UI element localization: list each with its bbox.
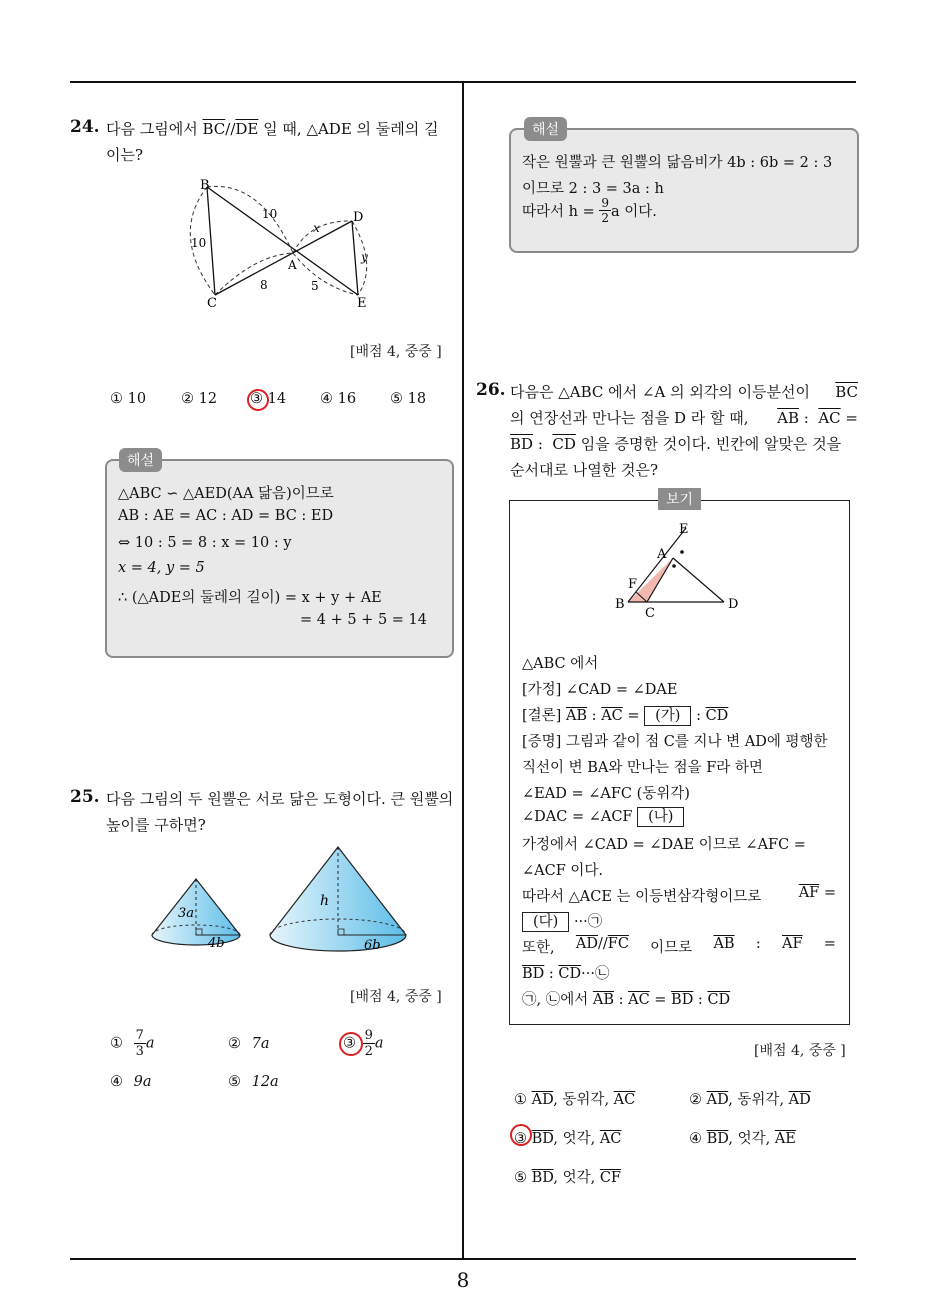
q26-number: 26. (476, 380, 506, 400)
blank-na: (나) (637, 807, 684, 827)
q26-proof-3-pre: [결론] (522, 708, 562, 724)
q26-proof-13: $\overline{BD}$ : $\overline{CD}\cdot\cdot\cdot㉡$ (522, 966, 610, 982)
q26-label-c: C (645, 606, 655, 621)
q26-proof-9: ∠ACF 이다. (522, 863, 604, 879)
q24-line-be (207, 187, 358, 295)
q24-text-2: 이는? (106, 146, 144, 164)
q26-proof-12-pre: 또한, (522, 940, 555, 956)
big-cone-radius-label: 6b (364, 938, 381, 953)
q26-choice-3-b: 엇각 (562, 1131, 591, 1147)
q26-label-e: E (679, 522, 689, 537)
q26-choice-1-num: ① (514, 1092, 527, 1108)
q25-choice-2-num: ② (228, 1036, 241, 1052)
q26-proof-11-post: ···㉠ (573, 914, 603, 930)
q26-proof-3: [결론] $\overline{AB}$ : $\overline{AC}$ = (가) : $\overline{CD}$ (522, 708, 729, 724)
q26-proof-12: 또한, $\overline{AD}//\overline{FC}$ 이므로 $\overline{AB}$ : $\overline{AF}$ = (522, 936, 836, 956)
q25-choice-4-num: ④ (110, 1074, 123, 1090)
q25-choice-1-denominator: 3 (135, 1044, 144, 1059)
q25-choice-5-value: 12a (251, 1074, 279, 1090)
q25-text-2: 높이를 구하면? (106, 816, 206, 834)
q25-answer-mark (339, 1032, 363, 1056)
q24-text-1b: 일 때, △ADE 의 둘레의 길 (263, 120, 439, 138)
small-cone-radius-label: 4b (208, 936, 225, 951)
q26-proof-10-text: 따라서 △ACE 는 이등변삼각형이므로 (522, 889, 762, 905)
q26-choice-5-a: $\overline{BD}$ (531, 1170, 554, 1186)
q26-seg-bc: $\overline{BC}$ (835, 383, 858, 401)
q24-line-de (352, 221, 358, 295)
q24-label-b: B (200, 178, 210, 193)
q26-choice-3-a: $\overline{BD}$ (531, 1131, 554, 1147)
q26-choice-2-a: $\overline{AD}$ (706, 1092, 729, 1108)
q24-sol-line-3: ⇔ 10 : 5 = 8 : x = 10 : y (118, 535, 292, 551)
q26-choice-1-b: 동위각 (562, 1092, 605, 1108)
q24-label-bc: 10 (191, 236, 207, 250)
q24-sol-line-1: △ABC ∽ △AED(AA 닮음)이므로 (118, 486, 334, 502)
q24-solution-tag: 해설 (119, 448, 162, 472)
q24-choice-4[interactable]: ④ 16 (320, 391, 357, 407)
q26-choice-3[interactable]: ③ $\overline{BD}$, 엇각, $\overline{AC}$ (514, 1131, 622, 1147)
q25-choice-4-value: 9a (133, 1074, 152, 1090)
q26-choice-4-b: 엇각 (737, 1131, 766, 1147)
q26-text-3: 임을 증명한 것이다. 빈칸에 알맞은 것을 (580, 435, 842, 453)
q25-sol-denominator: 2 (601, 211, 609, 225)
q26-choice-4[interactable]: ④ $\overline{BD}$, 엇각, $\overline{AE}$ (689, 1131, 796, 1147)
small-cone-height-label: 3a (178, 906, 195, 921)
q26-score: [배점 4, 중중 ] (754, 1043, 846, 1059)
q26-text-2: 의 연장선과 만나는 점을 D 라 할 때, (510, 409, 749, 427)
q26-choice-2-b: 동위각 (737, 1092, 780, 1108)
q26-choice-5-c: $\overline{CF}$ (599, 1170, 621, 1186)
q26-line-ad (673, 558, 724, 602)
q24-label-y: y (361, 250, 368, 264)
q25-choice-1[interactable] (110, 1028, 155, 1059)
q26-proof-6: ∠EAD = ∠AFC (동위각) (522, 786, 690, 802)
q26-choice-5-b: 엇각 (562, 1170, 591, 1186)
q25-choice-3-numerator: 9 (364, 1028, 373, 1043)
q24-choice-5[interactable]: ⑤ 18 (390, 391, 427, 407)
q25-choice-1-num: ① (110, 1035, 123, 1052)
q25-choice-5[interactable] (228, 1074, 279, 1090)
q26-label-f: F (628, 577, 638, 592)
q24-label-x: x (313, 221, 320, 235)
q25-sol-line-2: 이므로 2 : 3 = 3a : h (522, 181, 664, 197)
q25-choice-3-denominator: 2 (364, 1044, 373, 1059)
bottom-rule (70, 1258, 856, 1260)
q24-text-1: 다음 그림에서 (106, 120, 198, 138)
q25-sol-line-3-pre: 따라서 h = (522, 204, 595, 220)
q24-choice-1[interactable]: ① 10 (110, 391, 147, 407)
q26-label-a: A (657, 547, 667, 562)
q24-seg-bc: $\overline{BC}$ (202, 120, 226, 138)
q26-proof-2: [가정] ∠CAD = ∠DAE (522, 682, 678, 698)
q24-figure (180, 175, 380, 315)
q26-answer-mark (510, 1124, 532, 1146)
q24-choice-3[interactable]: ③ 14 (250, 391, 287, 407)
q26-choice-2[interactable]: ② $\overline{AD}$, 동위각, $\overline{AD}$ (689, 1092, 811, 1108)
q26-question: 다음은 △ABC 에서 ∠A 의 외각의 이등분선이 $\overline{BC}$ 의 연장선과 만나는 점을 D 라 할 때, $\overline{AB}$ : $\overline{AC}$ = $\overline{BD}$ : $\overline{CD}$ 임을 증명한 것이다. 빈칸에 알맞은 것을 순서대로 나열한 것은? (510, 379, 858, 483)
q24-label-c: C (207, 296, 217, 311)
q26-choice-5-num: ⑤ (514, 1170, 527, 1186)
q26-proof-13-post: ···㉡ (581, 966, 610, 982)
q26-angle-dot-1 (680, 550, 684, 554)
q25-choice-1-numerator: 7 (135, 1028, 144, 1043)
page-number: 8 (456, 1268, 470, 1292)
q26-choice-5[interactable]: ⑤ $\overline{BD}$, 엇각, $\overline{CF}$ (514, 1170, 621, 1186)
q26-bogi-tag: 보기 (658, 488, 701, 510)
q25-sol-numerator: 9 (601, 196, 609, 210)
q26-proof-14-pre: ㉠, ㉡에서 (522, 992, 589, 1008)
q24-sol-line-5: ∴ (△ADE의 둘레의 길이) = x + y + AE (118, 590, 382, 606)
q25-text-1: 다음 그림의 두 원뿔은 서로 닮은 도형이다. 큰 원뿔의 (106, 790, 454, 808)
q26-choice-2-num: ② (689, 1092, 702, 1108)
q24-label-ab: 10 (262, 207, 278, 221)
q24-score: [배점 4, 중중 ] (350, 344, 442, 360)
blank-da: (다) (522, 912, 569, 932)
q26-proof-7-text: ∠DAC = ∠ACF (522, 809, 633, 825)
q25-number: 25. (70, 787, 100, 807)
q26-text-4: 순서대로 나열한 것은? (510, 461, 658, 479)
q26-proof-5: 직선이 변 BA와 만나는 점을 F라 하면 (522, 760, 763, 776)
q26-proof-7 (522, 807, 684, 827)
q26-choice-3-c: $\overline{AC}$ (599, 1131, 622, 1147)
q25-choice-3-var: a (374, 1035, 384, 1052)
q25-question (106, 786, 456, 838)
q24-sol-line-4: x = 4, y = 5 (118, 560, 205, 576)
q24-label-ac: 8 (260, 278, 268, 292)
q25-choice-2[interactable] (228, 1036, 269, 1052)
q26-proof-1: △ABC 에서 (522, 656, 599, 672)
q24-line-bc (207, 187, 215, 295)
q26-choice-2-c: $\overline{AD}$ (788, 1092, 811, 1108)
q24-number: 24. (70, 117, 100, 137)
q24-seg-de: $\overline{DE}$ (235, 120, 259, 138)
q26-choice-4-num: ④ (689, 1131, 702, 1147)
q24-answer-mark (247, 389, 269, 411)
q26-choice-1[interactable]: ① $\overline{AD}$, 동위각, $\overline{AC}$ (514, 1092, 636, 1108)
q24-label-e: E (357, 296, 367, 311)
q25-choice-1-var: a (145, 1035, 155, 1052)
q26-proof-14: ㉠, ㉡에서 $\overline{AB}$ : $\overline{AC} = \overline{BD}$ : $\overline{CD}$ (522, 992, 731, 1008)
blank-ga: (가) (644, 706, 691, 726)
q26-choice-3-num: ③ (514, 1131, 527, 1147)
q25-choice-4[interactable] (110, 1074, 151, 1090)
q26-angle-dot-2 (672, 564, 676, 568)
q26-proof-8: 가정에서 ∠CAD = ∠DAE 이므로 ∠AFC = (522, 837, 806, 853)
q26-choice-1-a: $\overline{AD}$ (531, 1092, 554, 1108)
q26-proof-11 (522, 910, 602, 932)
q25-sol-line-3-post: a 이다. (610, 204, 657, 220)
q26-figure (612, 518, 752, 621)
q26-text-1: 다음은 △ABC 에서 ∠A 의 외각의 이등분선이 (510, 383, 811, 401)
big-cone-height-label: h (320, 893, 330, 909)
q24-label-ae: 5 (311, 279, 319, 293)
q26-choice-4-a: $\overline{BD}$ (706, 1131, 729, 1147)
q24-line-cd (215, 221, 352, 295)
q25-choice-3-num: ③ (343, 1035, 356, 1052)
q24-parallel: // (225, 120, 236, 138)
q24-choice-2[interactable]: ② 12 (181, 391, 218, 407)
q26-choice-4-c: $\overline{AE}$ (774, 1131, 796, 1147)
q24-label-a: A (288, 258, 297, 272)
q25-sol-line-1: 작은 원뿔과 큰 원뿔의 닮음비가 4b : 6b = 2 : 3 (522, 155, 833, 171)
q25-choice-5-num: ⑤ (228, 1074, 241, 1090)
q25-sol-line-3 (522, 196, 657, 225)
q26-proof-4: [증명] 그림과 같이 점 C를 지나 변 AD에 평행한 (522, 734, 828, 750)
q26-label-d: D (728, 597, 739, 612)
q25-solution-tag: 해설 (524, 117, 567, 141)
column-divider (462, 82, 464, 1259)
q24-sol-line-6: = 4 + 5 + 5 = 14 (300, 612, 427, 628)
q24-question (106, 116, 456, 168)
q25-figure (148, 843, 413, 958)
q24-sol-line-2: AB : AE = AC : AD = BC : ED (118, 508, 334, 524)
q25-choice-2-value: 7a (251, 1036, 270, 1052)
q26-choice-1-c: $\overline{AC}$ (613, 1092, 636, 1108)
q25-score: [배점 4, 중중 ] (350, 989, 442, 1005)
q24-label-d: D (353, 210, 364, 225)
q26-label-b: B (615, 597, 625, 612)
q26-proof-10: 따라서 △ACE 는 이등변삼각형이므로 $\overline{AF}$ = (522, 885, 836, 905)
